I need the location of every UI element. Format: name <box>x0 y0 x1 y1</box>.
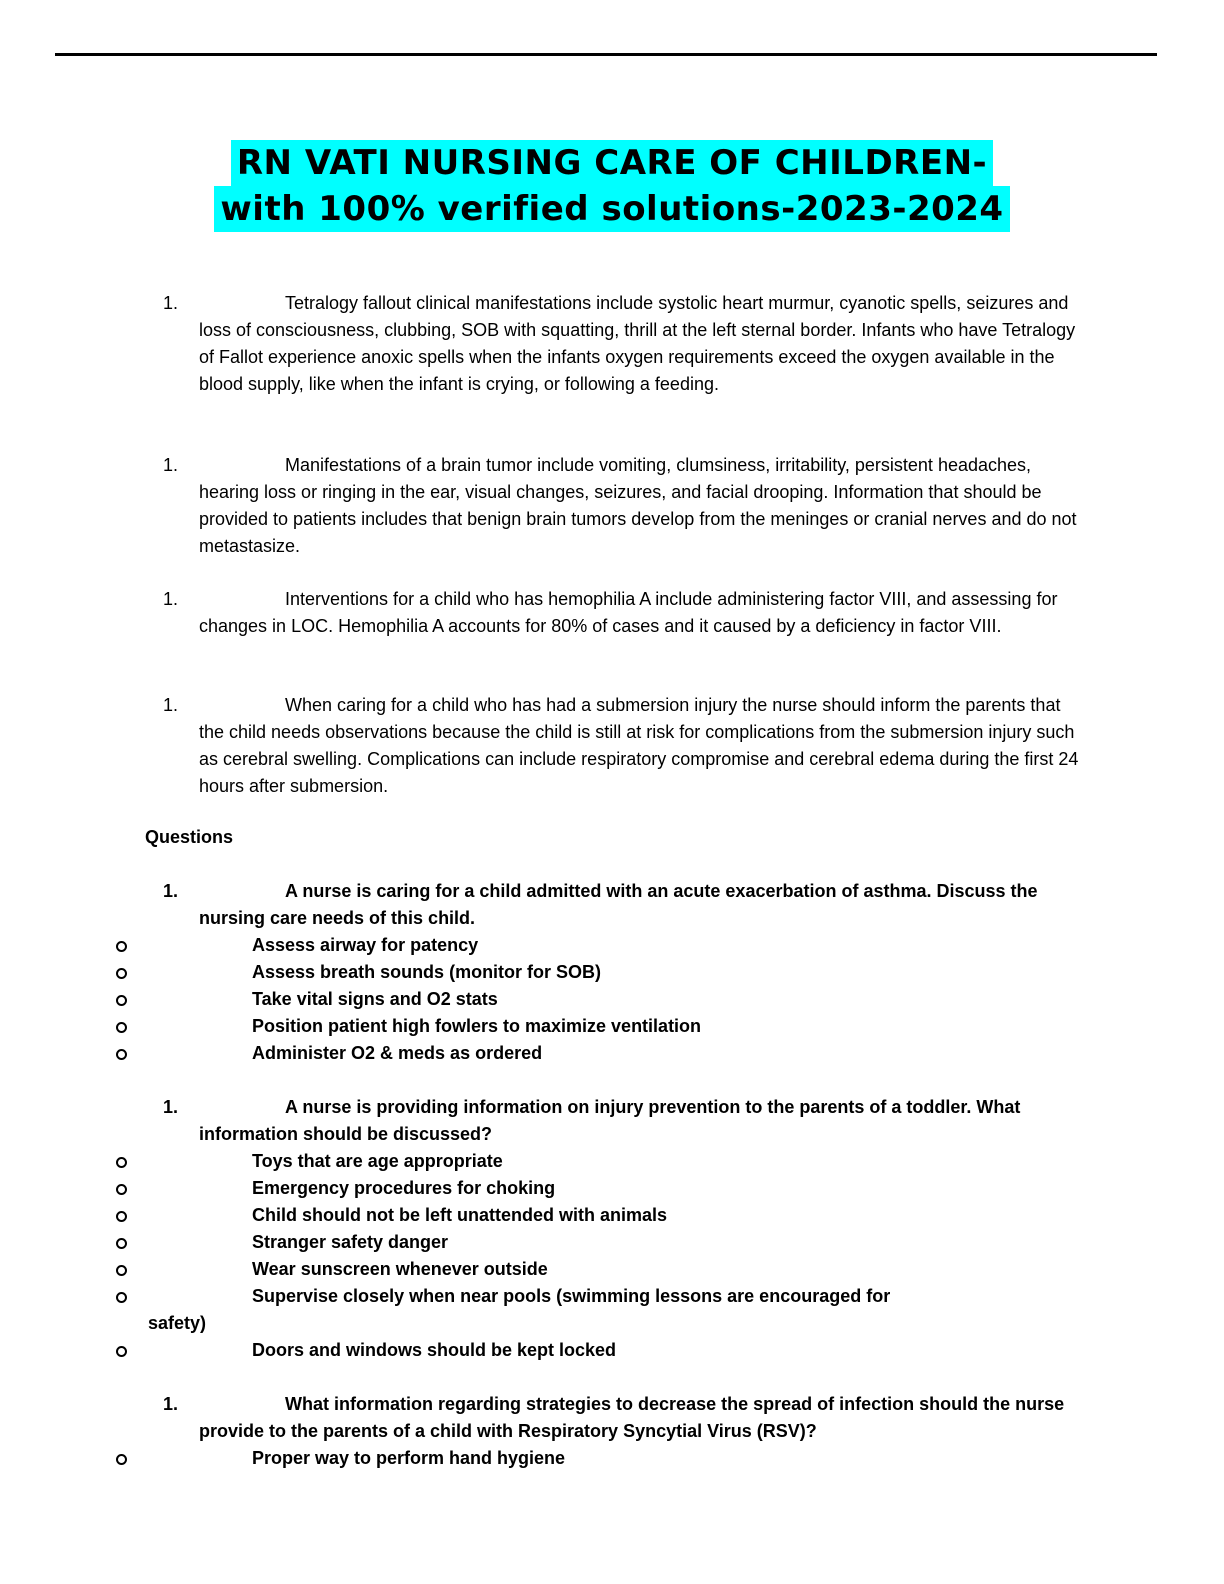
title-line-2: with 100% verified solutions-2023-2024 <box>214 186 1009 232</box>
answer-item: Toys that are age appropriate <box>95 1148 1079 1175</box>
list-number: 1. <box>163 293 179 313</box>
note-item <box>163 586 1079 640</box>
bullet-circle-icon <box>116 1454 127 1465</box>
answer-item: Proper way to perform hand hygiene <box>95 1445 1079 1472</box>
question-item <box>163 878 1079 1067</box>
bullet-circle-icon <box>116 1184 127 1195</box>
bullet-circle-icon <box>116 1292 127 1303</box>
answer-item: Emergency procedures for choking <box>95 1175 1079 1202</box>
answer-item: Doors and windows should be kept locked <box>95 1337 1079 1364</box>
note-lead: Tetralogy fallout clinical manifestations include systolic heart murmur, cyanotic spells, <box>285 293 962 313</box>
bullet-circle-icon <box>116 1346 127 1357</box>
question-rest: information should be discussed? <box>199 1124 493 1144</box>
title-line-1: RN VATI NURSING CARE OF CHILDREN- <box>231 140 993 186</box>
answer-item: Administer O2 & meds as ordered <box>95 1040 1079 1067</box>
bullet-circle-icon <box>116 1022 127 1033</box>
answer-item: Supervise closely when near pools (swimming lessons are encouraged for safety) <box>95 1283 1079 1337</box>
answer-item: Assess airway for patency <box>95 932 1079 959</box>
note-rest: headaches, hearing loss or ringing in the ear, visual changes, seizures, and facial drooping. Information that should be provided to patients includes that benign brain tumors develop from the meninges or cranial nerves and do not metastasize. <box>199 455 1077 556</box>
answer-continuation: safety) <box>148 1313 207 1333</box>
note-item <box>163 452 1079 560</box>
question-item <box>148 1094 1079 1364</box>
bullet-circle-icon <box>116 1265 127 1276</box>
note-item <box>163 692 1079 800</box>
answer-item: Position patient high fowlers to maximize ventilation <box>95 1013 1079 1040</box>
note-lead: Manifestations of a brain tumor include vomiting, clumsiness, irritability, persistent <box>285 455 933 475</box>
question-lead: A nurse is providing information on injury prevention to the parents of a toddler. What <box>285 1097 1021 1117</box>
bullet-circle-icon <box>116 1211 127 1222</box>
bullet-circle-icon <box>116 1049 127 1060</box>
bullet-circle-icon <box>116 968 127 979</box>
question-item <box>163 1391 1079 1472</box>
list-number: 1. <box>163 589 179 609</box>
answer-list <box>148 1148 1079 1364</box>
bullet-circle-icon <box>116 1157 127 1168</box>
answer-item: Child should not be left unattended with animals <box>95 1202 1079 1229</box>
note-rest: seizures and loss of consciousness, clubbing, SOB with squatting, thrill at the left sternal border. Infants who have Tetralogy of Fallot experience anoxic spells when the infants oxygen requirements exceed the oxygen available in the blood supply, like when the infant is crying, or following a feeding. <box>199 293 1076 394</box>
list-number: 1. <box>163 1394 179 1414</box>
note-lead: Interventions for a child who has hemophilia A include administering factor VIII, and <box>285 589 947 609</box>
list-number: 1. <box>163 881 179 901</box>
list-number: 1. <box>163 455 179 475</box>
answer-list <box>199 932 1079 1067</box>
note-rest: assessing for changes in LOC. Hemophilia A accounts for 80% of cases and it caused by a deficiency in factor VIII. <box>199 589 1058 636</box>
answer-item: Wear sunscreen whenever outside <box>95 1256 1079 1283</box>
note-lead: When caring for a child who has had a submersion injury the nurse should inform the <box>285 695 961 715</box>
questions-heading: Questions <box>145 827 234 847</box>
list-number: 1. <box>163 1097 179 1117</box>
question-rest: the nursing care needs of this child. <box>199 881 1038 928</box>
answer-item: Take vital signs and O2 stats <box>95 986 1079 1013</box>
bullet-circle-icon <box>116 995 127 1006</box>
question-lead: A nurse is caring for a child admitted with an acute exacerbation of asthma. Discuss <box>285 881 1006 901</box>
question-rest: nurse provide to the parents of a child with Respiratory Syncytial Virus (RSV)? <box>199 1394 1065 1441</box>
bullet-circle-icon <box>116 941 127 952</box>
note-rest: parents that the child needs observations because the child is still at risk for complications from the submersion injury such as cerebral swelling. Complications can include respiratory compromise and cerebral edema during the first 24 hours after submersion. <box>199 695 1079 796</box>
answer-item: Assess breath sounds (monitor for SOB) <box>95 959 1079 986</box>
answer-list <box>199 1445 1079 1472</box>
bullet-circle-icon <box>116 1238 127 1249</box>
question-lead: What information regarding strategies to decrease the spread of infection should the <box>285 1394 1011 1414</box>
note-item <box>163 290 1079 398</box>
list-number: 1. <box>163 695 179 715</box>
answer-item: Stranger safety danger <box>95 1229 1079 1256</box>
